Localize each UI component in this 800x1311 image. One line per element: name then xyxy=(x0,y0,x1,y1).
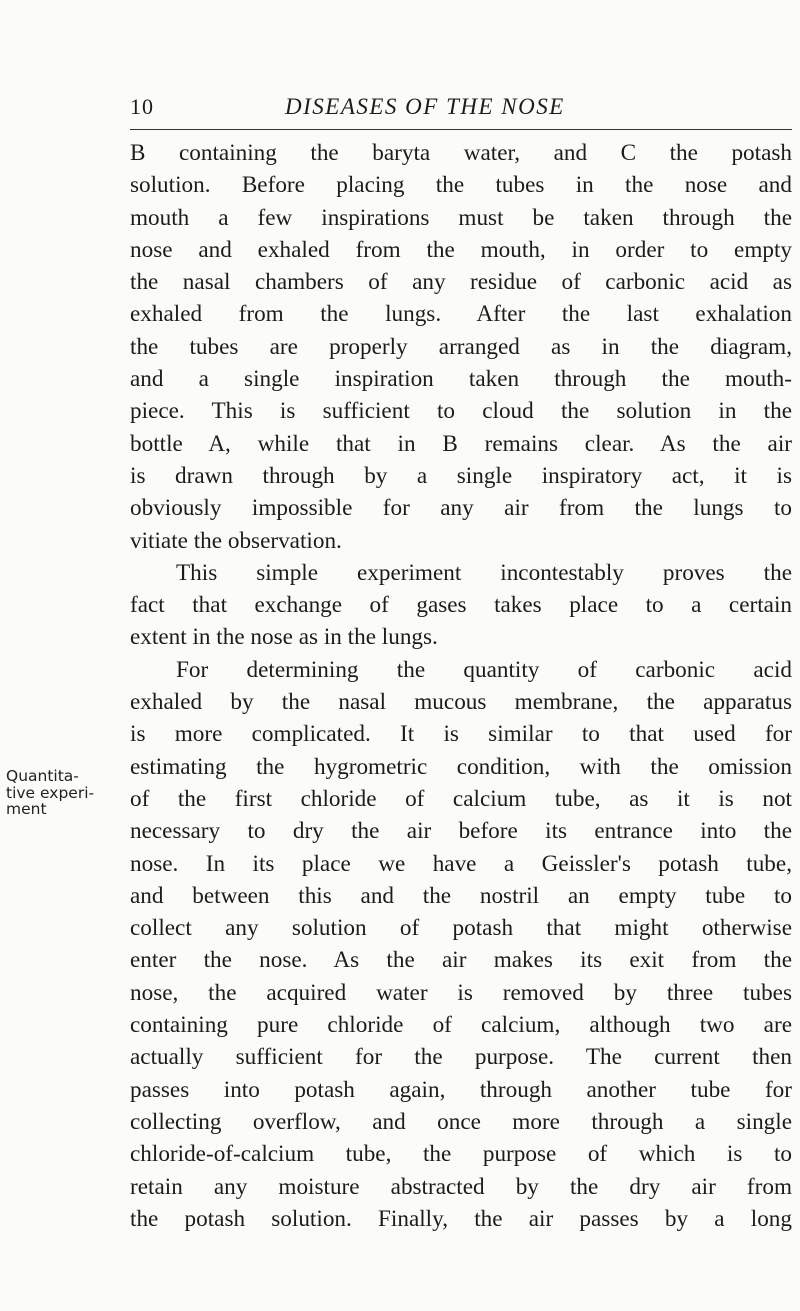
text-line: necessary to dry the air before its entrance into the xyxy=(130,818,792,845)
text-line: exhaled by the nasal mucous membrane, the apparatus xyxy=(130,689,792,716)
text-line: the tubes are properly arranged as in the diagram, xyxy=(130,333,792,360)
margin-note-line: ment xyxy=(6,800,47,818)
text-line: passes into potash again, through another tube for xyxy=(130,1076,792,1103)
text-line: collect any solution of potash that might otherwise xyxy=(130,915,792,942)
text-line: containing pure chloride of calcium, although two are xyxy=(130,1012,792,1039)
text-line: This simple experiment incontestably proves the xyxy=(176,559,792,586)
text-line: solution. Before placing the tubes in the nose and xyxy=(130,172,792,199)
text-line: nose. In its place we have a Geissler's potash tube, xyxy=(130,850,792,877)
margin-note-line: tive experi- xyxy=(6,783,95,802)
header-rule xyxy=(130,129,792,130)
text-line: nose, the acquired water is removed by three tubes xyxy=(130,979,792,1006)
text-line: of the first chloride of calcium tube, as it is not xyxy=(130,785,792,812)
body-text xyxy=(130,137,792,1235)
text-line: For determining the quantity of carbonic acid xyxy=(176,656,792,683)
text-line: actually sufficient for the purpose. The current then xyxy=(130,1044,792,1071)
text-line: estimating the hygrometric condition, with the omission xyxy=(130,753,792,780)
text-line: exhaled from the lungs. After the last exhalation xyxy=(130,301,792,328)
text-line: is drawn through by a single inspiratory act, it is xyxy=(130,462,792,489)
text-line: enter the nose. As the air makes its exit from the xyxy=(130,947,792,974)
text-line: retain any moisture abstracted by the dry air from xyxy=(130,1173,792,1200)
text-line: chloride-of-calcium tube, the purpose of which is to xyxy=(130,1141,792,1168)
text-line: bottle A, while that in B remains clear. As the air xyxy=(130,430,792,457)
running-head: DISEASES OF THE NOSE xyxy=(285,94,565,119)
text-line: fact that exchange of gases takes place to a certain xyxy=(130,592,792,619)
text-line: the nasal chambers of any residue of carbonic acid as xyxy=(130,269,792,296)
page-header xyxy=(130,94,792,128)
text-line: collecting overflow, and once more through a single xyxy=(130,1108,792,1135)
text-line: the potash solution. Finally, the air passes by a long xyxy=(130,1205,792,1232)
margin-note xyxy=(6,768,126,818)
text-line: vitiate the observation. xyxy=(130,527,342,554)
text-line: piece. This is sufficient to cloud the solution in the xyxy=(130,398,792,425)
text-line: is more complicated. It is similar to that used for xyxy=(130,721,792,748)
text-line: and a single inspiration taken through the mouth- xyxy=(130,366,792,393)
margin-note-line: Quantita- xyxy=(6,767,79,785)
text-line: nose and exhaled from the mouth, in order to empty xyxy=(130,236,792,263)
text-line: extent in the nose as in the lungs. xyxy=(130,624,438,651)
text-line: obviously impossible for any air from the lungs to xyxy=(130,495,792,522)
page-number: 10 xyxy=(130,94,154,119)
text-line: mouth a few inspirations must be taken through the xyxy=(130,204,792,231)
text-line: B containing the baryta water, and C the potash xyxy=(130,140,792,166)
text-line: and between this and the nostril an empty tube to xyxy=(130,882,792,909)
